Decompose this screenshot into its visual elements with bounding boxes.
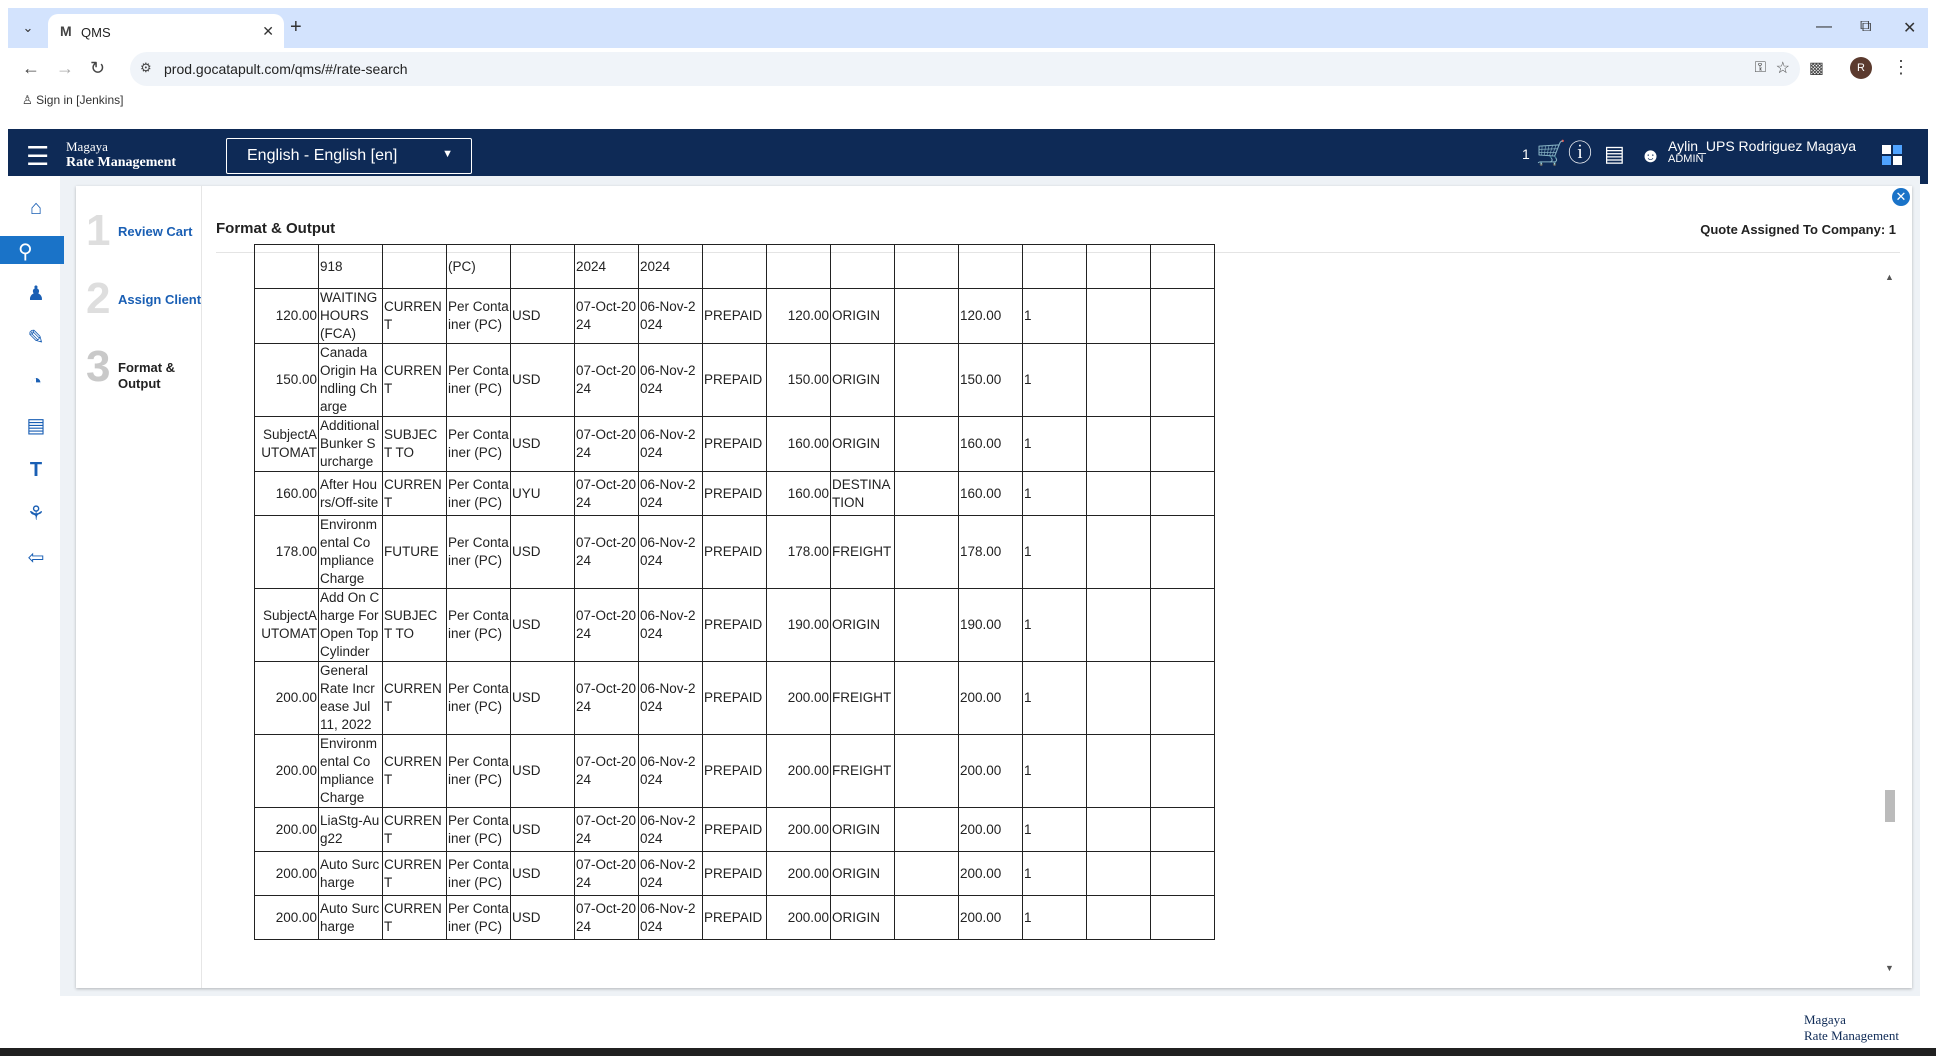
table-cell: Auto Surcharge: [319, 852, 383, 896]
site-settings-icon[interactable]: ⚙: [140, 60, 152, 75]
wizard-card: [76, 186, 1912, 988]
table-cell: 06-Nov-2024: [639, 852, 703, 896]
table-cell: (PC): [447, 245, 511, 289]
table-cell: ORIGIN: [831, 344, 895, 417]
wizard-steps: [76, 186, 202, 988]
table-cell: USD: [511, 662, 575, 735]
sidebar-item-search[interactable]: [0, 236, 64, 264]
table-cell: 120.00: [959, 289, 1023, 344]
table-cell: PREPAID: [703, 516, 767, 589]
table-cell: 07-Oct-2024: [575, 662, 639, 735]
cart-icon[interactable]: 🛒: [1536, 140, 1566, 167]
table-cell: CURRENT: [383, 896, 447, 940]
table-cell: Per Container (PC): [447, 808, 511, 852]
table-cell: USD: [511, 589, 575, 662]
table-cell: PREPAID: [703, 417, 767, 472]
table-cell: Environmental Compliance Charge: [319, 735, 383, 808]
bookmark-label: Sign in [Jenkins]: [36, 93, 124, 107]
browser-tab[interactable]: [48, 14, 284, 48]
text-icon[interactable]: T: [29, 459, 43, 481]
network-icon[interactable]: ⚘: [27, 503, 45, 525]
table-cell: [895, 516, 959, 589]
profile-avatar[interactable]: R: [1850, 57, 1872, 79]
password-key-icon[interactable]: ⚿: [1754, 59, 1766, 76]
table-cell: DESTINATION: [831, 472, 895, 516]
table-cell: [1087, 808, 1151, 852]
forward-icon[interactable]: →: [56, 58, 74, 78]
browser-menu-icon[interactable]: ⋮: [1892, 57, 1910, 77]
help-icon[interactable]: ⓘ: [1568, 140, 1592, 167]
table-row: [255, 516, 1215, 589]
table-cell: [1151, 808, 1215, 852]
table-cell: Per Container (PC): [447, 662, 511, 735]
step-number: 2: [86, 274, 111, 323]
table-cell: [1151, 245, 1215, 289]
table-cell: USD: [511, 808, 575, 852]
table-cell: [895, 735, 959, 808]
table-cell: Per Container (PC): [447, 896, 511, 940]
table-cell: 07-Oct-2024: [575, 289, 639, 344]
language-value: English - English [en]: [247, 147, 398, 164]
table-cell: 150.00: [255, 344, 319, 417]
table-cell: 200.00: [959, 662, 1023, 735]
table-cell: 1: [1023, 516, 1087, 589]
table-cell: PREPAID: [703, 344, 767, 417]
table-cell: 07-Oct-2024: [575, 516, 639, 589]
table-cell: Canada Origin Handling Charge: [319, 344, 383, 417]
table-cell: SUBJECT TO: [383, 417, 447, 472]
table-cell: 07-Oct-2024: [575, 472, 639, 516]
scroll-thumb[interactable]: [1885, 790, 1895, 822]
table-cell: PREPAID: [703, 589, 767, 662]
table-cell: [703, 245, 767, 289]
table-cell: USD: [511, 735, 575, 808]
table-cell: 1: [1023, 735, 1087, 808]
table-cell: Add On Charge For Open Top Cylinder: [319, 589, 383, 662]
table-cell: [895, 245, 959, 289]
table-cell: 200.00: [255, 735, 319, 808]
table-cell: CURRENT: [383, 289, 447, 344]
tab-strip: [8, 8, 1928, 48]
table-cell: 1: [1023, 472, 1087, 516]
table-cell: Environmental Compliance Charge: [319, 516, 383, 589]
table-cell: 200.00: [767, 808, 831, 852]
footer-logo-line2: Rate Management: [1804, 1028, 1899, 1043]
table-cell: 200.00: [767, 852, 831, 896]
user-info[interactable]: [1668, 140, 1856, 166]
quote-assigned-label: Quote Assigned To Company: 1: [1700, 222, 1896, 237]
table-cell: SubjectAUTOMAT: [255, 589, 319, 662]
table-cell: 200.00: [255, 662, 319, 735]
user-icon[interactable]: ☻: [1640, 145, 1662, 167]
table-cell: [1087, 852, 1151, 896]
table-cell: FREIGHT: [831, 735, 895, 808]
table-cell: 06-Nov-2024: [639, 589, 703, 662]
table-cell: 06-Nov-2024: [639, 808, 703, 852]
table-cell: [1087, 245, 1151, 289]
back-icon[interactable]: ←: [22, 58, 40, 78]
table-cell: 1: [1023, 289, 1087, 344]
table-cell: [383, 245, 447, 289]
extensions-icon[interactable]: ▩: [1808, 60, 1824, 77]
table-cell: [1087, 735, 1151, 808]
table-cell: Per Container (PC): [447, 852, 511, 896]
table-cell: CURRENT: [383, 735, 447, 808]
address-bar[interactable]: [130, 52, 1800, 86]
table-row: [255, 589, 1215, 662]
table-cell: 200.00: [255, 852, 319, 896]
table-cell: ORIGIN: [831, 852, 895, 896]
table-cell: 200.00: [767, 735, 831, 808]
table-cell: 2024: [639, 245, 703, 289]
page-title: Format & Output: [216, 220, 336, 237]
step-number: 1: [86, 206, 111, 255]
table-cell: [895, 662, 959, 735]
cart-count: 1: [1522, 146, 1530, 162]
table-cell: PREPAID: [703, 852, 767, 896]
user-name: Aylin_UPS Rodriguez Magaya: [1668, 138, 1857, 154]
reports-icon[interactable]: ▤: [1604, 141, 1625, 166]
table-cell: USD: [511, 417, 575, 472]
table-row: [255, 735, 1215, 808]
table-cell: CURRENT: [383, 852, 447, 896]
table-cell: 178.00: [959, 516, 1023, 589]
table-cell: [1087, 417, 1151, 472]
table-cell: 2024: [575, 245, 639, 289]
clients-icon[interactable]: ♟: [27, 283, 45, 305]
edit-rates-icon[interactable]: ✎: [27, 327, 45, 349]
table-cell: After Hours/Off-site: [319, 472, 383, 516]
table-cell: [1087, 662, 1151, 735]
footer-logo-line1: Magaya: [1804, 1012, 1846, 1027]
table-cell: [1151, 289, 1215, 344]
table-cell: 1: [1023, 852, 1087, 896]
table-cell: 06-Nov-2024: [639, 662, 703, 735]
table-cell: 200.00: [767, 896, 831, 940]
table-cell: 160.00: [959, 472, 1023, 516]
table-cell: [895, 896, 959, 940]
table-row: [255, 808, 1215, 852]
table-cell: 06-Nov-2024: [639, 735, 703, 808]
restore-icon[interactable]: ⧉: [1860, 18, 1872, 35]
table-cell: 200.00: [767, 662, 831, 735]
logo-line2: Rate Management: [66, 155, 177, 170]
table-cell: ORIGIN: [831, 417, 895, 472]
table-cell: USD: [511, 852, 575, 896]
export-icon[interactable]: ⇦: [27, 547, 45, 569]
taskbar: [0, 1048, 1936, 1056]
table-cell: PREPAID: [703, 735, 767, 808]
messages-icon[interactable]: ▤: [26, 415, 46, 437]
table-cell: [1151, 852, 1215, 896]
sidebar: [0, 176, 60, 996]
table-cell: SubjectAUTOMAT: [255, 417, 319, 472]
table-cell: 200.00: [255, 896, 319, 940]
table-row: [255, 896, 1215, 940]
table-cell: [895, 417, 959, 472]
table-cell: 200.00: [255, 808, 319, 852]
table-cell: 178.00: [255, 516, 319, 589]
table-cell: Per Container (PC): [447, 589, 511, 662]
new-tab-icon[interactable]: +: [290, 16, 302, 38]
close-tab-icon[interactable]: ✕: [262, 23, 274, 39]
table-cell: 150.00: [767, 344, 831, 417]
table-cell: 1: [1023, 417, 1087, 472]
table-cell: FREIGHT: [831, 662, 895, 735]
table-cell: 07-Oct-2024: [575, 344, 639, 417]
table-cell: [1087, 472, 1151, 516]
table-cell: 1: [1023, 808, 1087, 852]
bookmarks-bar: [8, 90, 1928, 114]
table-cell: [895, 589, 959, 662]
table-cell: [1087, 344, 1151, 417]
table-cell: 06-Nov-2024: [639, 289, 703, 344]
table-cell: USD: [511, 516, 575, 589]
table-cell: [895, 472, 959, 516]
table-cell: PREPAID: [703, 896, 767, 940]
table-cell: CURRENT: [383, 808, 447, 852]
user-role: ADMIN: [1668, 153, 1704, 165]
table-cell: 178.00: [767, 516, 831, 589]
bookmark-star-icon[interactable]: ☆: [1775, 60, 1790, 77]
table-cell: 07-Oct-2024: [575, 589, 639, 662]
table-cell: 160.00: [767, 472, 831, 516]
table-cell: [895, 808, 959, 852]
table-cell: PREPAID: [703, 808, 767, 852]
table-scrollbar[interactable]: [1882, 270, 1898, 975]
table-row: [255, 852, 1215, 896]
table-cell: 07-Oct-2024: [575, 735, 639, 808]
table-cell: USD: [511, 289, 575, 344]
table-cell: 160.00: [255, 472, 319, 516]
table-cell: [895, 289, 959, 344]
table-row: [255, 245, 1215, 289]
table-cell: Auto Surcharge: [319, 896, 383, 940]
table-cell: PREPAID: [703, 662, 767, 735]
table-cell: 1: [1023, 589, 1087, 662]
table-cell: 1: [1023, 662, 1087, 735]
minimize-icon[interactable]: —: [1816, 18, 1832, 35]
table-cell: 07-Oct-2024: [575, 417, 639, 472]
table-cell: CURRENT: [383, 472, 447, 516]
table-row: [255, 344, 1215, 417]
table-cell: 06-Nov-2024: [639, 472, 703, 516]
table-cell: 1: [1023, 344, 1087, 417]
step-label: Assign Client: [118, 292, 202, 307]
table-cell: 06-Nov-2024: [639, 417, 703, 472]
chevron-down-icon: ▼: [442, 148, 453, 160]
table-cell: [511, 245, 575, 289]
app-logo: [66, 139, 176, 171]
language-select[interactable]: [226, 138, 472, 174]
step-label: Format & Output: [118, 360, 176, 391]
table-cell: UYU: [511, 472, 575, 516]
table-cell: Per Container (PC): [447, 516, 511, 589]
table-cell: [959, 245, 1023, 289]
table-cell: Per Container (PC): [447, 289, 511, 344]
scroll-up-icon[interactable]: ▲: [1885, 272, 1894, 282]
table-cell: 07-Oct-2024: [575, 852, 639, 896]
table-cell: [1023, 245, 1087, 289]
step-label: Review Cart: [118, 224, 193, 239]
table-cell: [1087, 896, 1151, 940]
table-cell: [1151, 589, 1215, 662]
table-cell: 120.00: [767, 289, 831, 344]
table-cell: 06-Nov-2024: [639, 516, 703, 589]
table-cell: Additional Bunker Surcharge: [319, 417, 383, 472]
table-cell: [1087, 289, 1151, 344]
table-cell: ORIGIN: [831, 896, 895, 940]
table-cell: USD: [511, 344, 575, 417]
footer-logo: [1804, 1012, 1899, 1044]
table-cell: 190.00: [767, 589, 831, 662]
scroll-down-icon[interactable]: ▼: [1885, 963, 1894, 973]
table-cell: 190.00: [959, 589, 1023, 662]
table-cell: [1151, 735, 1215, 808]
table-cell: CURRENT: [383, 662, 447, 735]
logo-line1: Magaya: [66, 139, 108, 154]
table-cell: 200.00: [959, 735, 1023, 808]
table-cell: Per Container (PC): [447, 344, 511, 417]
table-cell: PREPAID: [703, 472, 767, 516]
table-cell: 150.00: [959, 344, 1023, 417]
table-row: [255, 662, 1215, 735]
table-cell: USD: [511, 896, 575, 940]
table-cell: [1151, 417, 1215, 472]
table-cell: 200.00: [959, 808, 1023, 852]
table-cell: [1151, 344, 1215, 417]
table-cell: 160.00: [959, 417, 1023, 472]
table-cell: [831, 245, 895, 289]
table-row: [255, 472, 1215, 516]
table-cell: ORIGIN: [831, 589, 895, 662]
table-cell: CURRENT: [383, 344, 447, 417]
rates-table: [254, 244, 1215, 940]
table-cell: [895, 852, 959, 896]
table-row: [255, 417, 1215, 472]
table-cell: [767, 245, 831, 289]
table-cell: 1: [1023, 896, 1087, 940]
close-icon[interactable]: ✕: [1892, 188, 1910, 206]
table-cell: [1151, 896, 1215, 940]
table-cell: ORIGIN: [831, 808, 895, 852]
table-cell: [255, 245, 319, 289]
table-cell: 200.00: [959, 896, 1023, 940]
close-window-icon[interactable]: ✕: [1903, 20, 1917, 37]
home-icon[interactable]: ⌂: [29, 197, 43, 219]
table-cell: 06-Nov-2024: [639, 896, 703, 940]
address-row: [8, 48, 1928, 90]
table-cell: 160.00: [767, 417, 831, 472]
table-cell: [895, 344, 959, 417]
table-cell: General Rate Increase Jul 11, 2022: [319, 662, 383, 735]
tab-search-icon[interactable]: ⌄: [22, 20, 34, 35]
table-cell: [1151, 662, 1215, 735]
reload-icon[interactable]: ↻: [90, 58, 106, 78]
table-row: [255, 289, 1215, 344]
hamburger-menu-icon[interactable]: ☰: [26, 141, 50, 171]
search-icon: ⚲: [18, 241, 33, 263]
table-cell: Per Container (PC): [447, 735, 511, 808]
bookmark-jenkins[interactable]: ♙ Sign in [Jenkins]: [22, 93, 124, 107]
table-cell: [1087, 516, 1151, 589]
table-cell: [1151, 472, 1215, 516]
tab-title: QMS: [81, 25, 111, 40]
table-cell: FUTURE: [383, 516, 447, 589]
table-cell: 07-Oct-2024: [575, 808, 639, 852]
table-cell: Per Container (PC): [447, 472, 511, 516]
table-cell: 07-Oct-2024: [575, 896, 639, 940]
table-cell: 06-Nov-2024: [639, 344, 703, 417]
rates-table-viewport[interactable]: [216, 258, 1892, 975]
table-cell: WAITING HOURS (FCA): [319, 289, 383, 344]
table-cell: [1151, 516, 1215, 589]
table-cell: PREPAID: [703, 289, 767, 344]
table-cell: LiaStg-Aug22: [319, 808, 383, 852]
table-cell: 918: [319, 245, 383, 289]
analytics-icon[interactable]: ◔: [29, 371, 43, 393]
table-cell: 200.00: [959, 852, 1023, 896]
table-cell: 120.00: [255, 289, 319, 344]
table-cell: SUBJECT TO: [383, 589, 447, 662]
apps-grid-icon[interactable]: [1882, 145, 1902, 165]
table-cell: Per Container (PC): [447, 417, 511, 472]
tab-favicon: M: [60, 23, 72, 39]
table-cell: [1087, 589, 1151, 662]
table-cell: ORIGIN: [831, 289, 895, 344]
step-number: 3: [86, 342, 111, 391]
url-text[interactable]: prod.gocatapult.com/qms/#/rate-search: [164, 61, 408, 77]
table-cell: FREIGHT: [831, 516, 895, 589]
